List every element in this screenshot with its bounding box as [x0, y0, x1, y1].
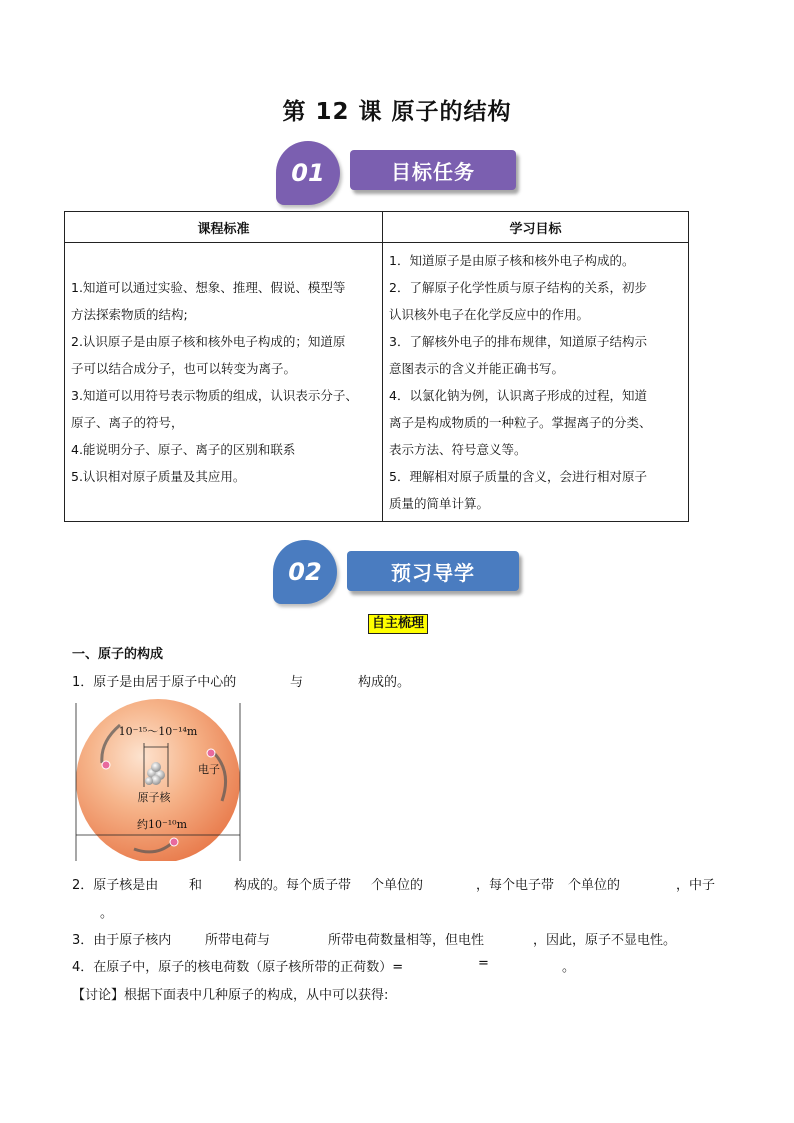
question-3-part-b: 所带电荷与: [205, 933, 271, 948]
standards-line: 原子、离子的符号，: [71, 415, 184, 430]
question-2-part-b: 和: [189, 878, 203, 893]
discussion-text: 根据下面表中几种原子的构成，从中可以获得:: [124, 988, 389, 1003]
self-study-tag: 自主梳理: [368, 614, 428, 634]
question-2-part-h: 。: [100, 906, 114, 921]
table-header-objectives: 学习目标: [383, 212, 689, 243]
nucleus-label: 原子核: [137, 791, 171, 804]
standards-cell: [65, 243, 383, 522]
electron-dot: [102, 761, 110, 769]
question-2-part-f: 个单位的: [568, 878, 621, 893]
objectives-line: 4．以氯化钠为例，认识离子形成的过程，知道: [389, 388, 647, 403]
objectives-line: 3．了解核外电子的排布规律，知道原子结构示: [389, 334, 647, 349]
question-4-part-a: 4．在原子中，原子的核电荷数（原子核所带的正荷数）=: [72, 960, 404, 975]
standards-line: 方法探索物质的结构;: [71, 307, 188, 322]
objectives-line: 2．了解原子化学性质与原子结构的关系，初步: [389, 280, 647, 295]
section-number-circle: 02: [273, 540, 337, 604]
question-2-part-c: 构成的。每个质子带: [234, 878, 352, 893]
section-label-bar: 预习导学: [347, 551, 519, 591]
objectives-cell: [383, 243, 689, 522]
discussion-bracket: 【讨论】: [72, 988, 125, 1003]
objectives-line: 认识核外电子在化学反应中的作用。: [389, 307, 590, 322]
page-title: 第 12 课 原子的结构: [282, 99, 512, 125]
discussion-line: [72, 984, 388, 1003]
objectives-line: 表示方法、符号意义等。: [389, 442, 527, 457]
question-4-part-b: =: [478, 956, 489, 971]
atom-structure-figure: [72, 697, 242, 861]
standards-line: 子可以结合成分子，也可以转变为离子。: [71, 361, 297, 376]
electron-dot: [207, 749, 215, 757]
objectives-line: 1．知道原子是由原子核和核外电子构成的。: [389, 253, 635, 268]
standards-line: 2.认识原子是由原子核和核外电子构成的；知道原: [71, 334, 346, 349]
question-2-part-a: 2．原子核是由: [72, 878, 159, 893]
question-4-part-c: 。: [562, 960, 576, 975]
electron-label: 电子: [198, 763, 220, 776]
section-number-circle: 01: [276, 141, 340, 205]
standards-line: 3.知道可以用符号表示物质的组成，认识表示分子、: [71, 388, 358, 403]
goals-table: [64, 211, 689, 522]
question-3-part-d: ，因此，原子不显电性。: [533, 933, 677, 948]
table-header-standards: 课程标准: [65, 212, 383, 243]
section-label-bar: 目标任务: [350, 150, 516, 190]
question-1-part-a: 1．原子是由居于原子中心的: [72, 675, 237, 690]
question-2-part-e: ，每个电子带: [476, 878, 555, 893]
objectives-line: 意图表示的含义并能正确书写。: [389, 361, 565, 376]
objectives-line: 离子是构成物质的一种粒子。掌握离子的分类、: [389, 415, 652, 430]
objectives-line: 5．理解相对原子质量的含义，会进行相对原子: [389, 469, 647, 484]
atom-size-label: 约10⁻¹⁰m: [136, 818, 188, 831]
section-heading: 一、原子的构成: [72, 647, 164, 662]
question-3-part-a: 3．由于原子核内: [72, 933, 172, 948]
standards-line: 5.认识相对原子质量及其应用。: [71, 469, 246, 484]
objectives-line: 质量的简单计算。: [389, 496, 490, 511]
question-3-part-c: 所带电荷数量相等，但电性: [328, 933, 485, 948]
standards-line: 4.能说明分子、原子、离子的区别和联系: [71, 442, 296, 457]
standards-line: 1.知道可以通过实验、想象、推理、假说、模型等: [71, 280, 346, 295]
question-1-part-b: 与: [290, 675, 304, 690]
question-2-part-d: 个单位的: [371, 878, 424, 893]
question-1-part-c: 构成的。: [358, 675, 411, 690]
nucleus-size-label: 10⁻¹⁵～10⁻¹⁴m: [118, 725, 198, 738]
question-2-part-g: ，中子: [676, 878, 716, 893]
electron-dot: [170, 838, 178, 846]
